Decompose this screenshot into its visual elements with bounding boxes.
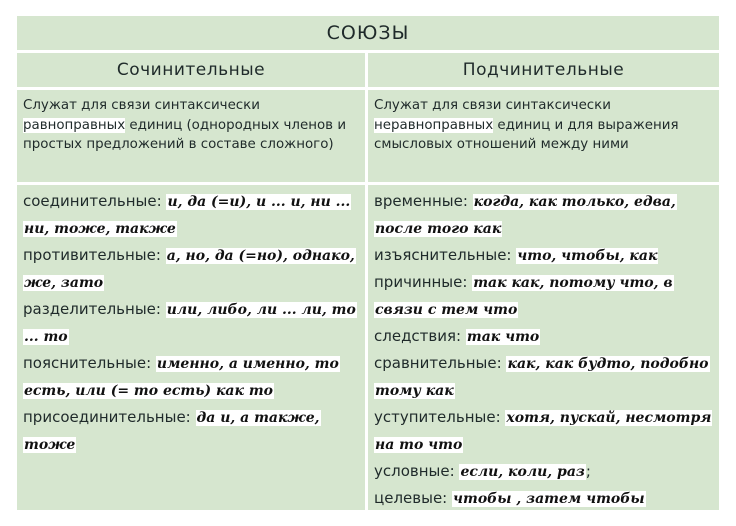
list-item xyxy=(374,188,715,242)
header-subordinating: Подчинительные xyxy=(368,53,719,87)
type-examples: что, чтобы, как xyxy=(517,248,658,264)
type-term: пояснительные: xyxy=(23,354,152,372)
type-examples: когда, как только, едва, после того как xyxy=(375,194,676,237)
type-term: противительные: xyxy=(23,246,161,264)
conjunctions-table xyxy=(17,16,719,510)
type-term: присоединительные: xyxy=(23,408,191,426)
description-subordinating xyxy=(368,90,719,182)
description-highlight: равноправных xyxy=(23,117,126,133)
list-item xyxy=(374,323,715,350)
type-term: уступительные: xyxy=(374,408,501,426)
list-item xyxy=(23,296,361,350)
type-examples: и, да (=и), и ... и, ни ... ни, тоже, также xyxy=(24,194,351,237)
list-item xyxy=(374,269,715,323)
description-text: единиц (однородных членов и простых предложений в составе сложного) xyxy=(23,117,347,152)
type-examples: хотя, пускай, несмотря на то что xyxy=(375,410,712,453)
list-item xyxy=(23,350,361,404)
subordinating-types-list xyxy=(368,185,719,510)
type-tail: ; xyxy=(585,462,591,480)
list-item xyxy=(374,242,715,269)
type-term: следствия: xyxy=(374,327,462,345)
type-term: целевые: xyxy=(374,489,448,507)
type-examples: или, либо, ли ... ли, то ... то xyxy=(24,302,356,345)
description-coordinating xyxy=(17,90,365,182)
type-examples: именно, а именно, то есть, или (= то есть) как то xyxy=(24,356,339,399)
list-item xyxy=(23,404,361,458)
type-term: изъяснительные: xyxy=(374,246,512,264)
type-examples: а, но, да (=но), однако, же, зато xyxy=(24,248,355,291)
description-text: единиц и для выражения смысловых отношений между ними xyxy=(374,117,679,152)
type-examples: чтобы , затем чтобы xyxy=(453,491,645,507)
list-item xyxy=(374,350,715,404)
type-term: сравнительные: xyxy=(374,354,502,372)
coordinating-types-list xyxy=(17,185,365,510)
type-examples: как, как будто, подобно тому как xyxy=(375,356,709,399)
type-examples: да и, а также, тоже xyxy=(24,410,320,453)
list-item xyxy=(374,485,715,512)
table-title: СОЮЗЫ xyxy=(17,16,719,50)
list-item xyxy=(374,458,715,485)
type-examples: если, коли, раз xyxy=(460,464,585,480)
description-text: Служат для связи синтаксически xyxy=(23,98,260,113)
type-term: разделительные: xyxy=(23,300,161,318)
type-examples: так как, потому что, в связи с тем что xyxy=(375,275,673,318)
type-term: временные: xyxy=(374,192,468,210)
type-examples: так что xyxy=(466,329,540,345)
type-term: соединительные: xyxy=(23,192,162,210)
description-text: Служат для связи синтаксически xyxy=(374,98,611,113)
list-item xyxy=(23,242,361,296)
list-item xyxy=(23,188,361,242)
header-coordinating: Сочинительные xyxy=(17,53,365,87)
type-term: условные: xyxy=(374,462,455,480)
description-highlight: неравноправных xyxy=(374,117,494,133)
list-item xyxy=(374,404,715,458)
type-term: причинные: xyxy=(374,273,468,291)
